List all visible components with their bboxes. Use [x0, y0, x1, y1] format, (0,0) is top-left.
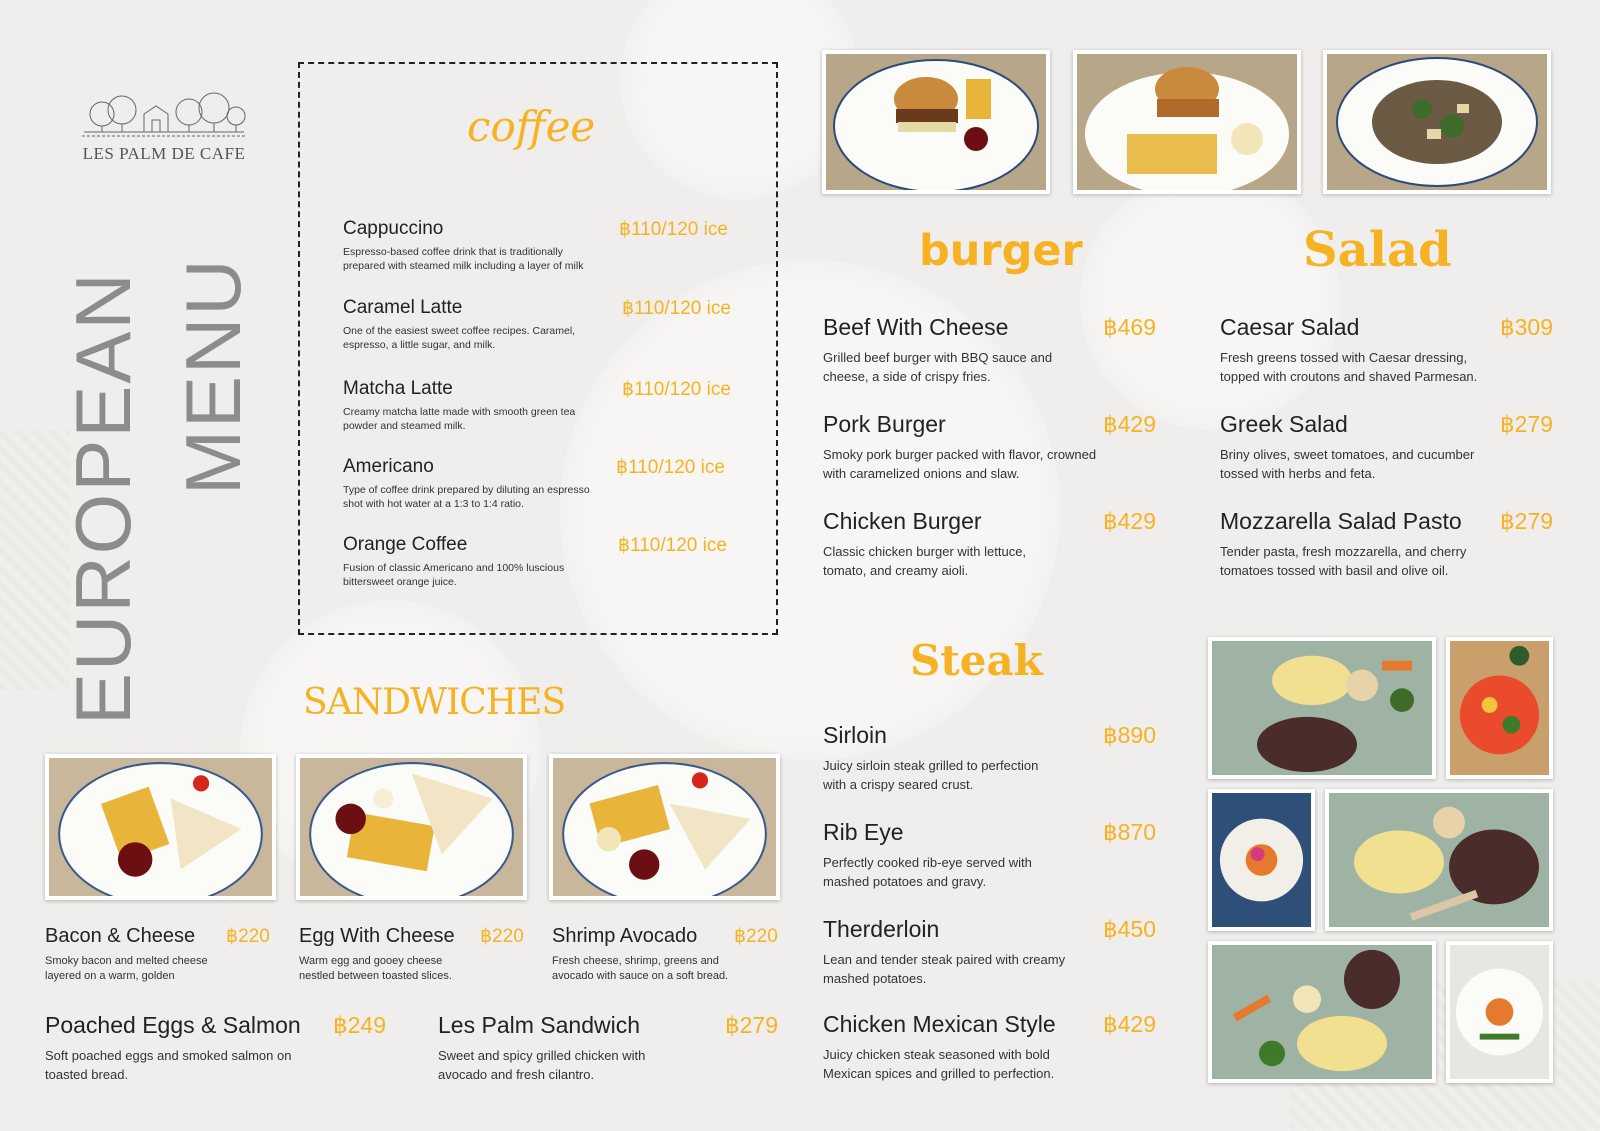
item-name: Poached Eggs & Salmon — [45, 1012, 301, 1038]
item-price: ฿110/120 ice — [619, 219, 728, 240]
steak-item — [823, 916, 1158, 988]
coffee-heading: coffee — [467, 102, 596, 151]
steak-heading: Steak — [910, 636, 1043, 685]
background-plate — [1080, 170, 1340, 430]
item-name: Chicken Burger — [823, 508, 982, 534]
salad-item — [1220, 508, 1555, 580]
salad-item — [1220, 314, 1555, 386]
item-description: Fusion of classic Americano and 100% luscious bittersweet orange juice. — [343, 562, 565, 588]
item-name: Beef With Cheese — [823, 314, 1009, 340]
item-description: One of the easiest sweet coffee recipes. Caramel, espresso, a little sugar, and milk. — [343, 325, 576, 351]
item-price: ฿309 — [1500, 314, 1554, 340]
item-price: ฿110/120 ice — [622, 379, 731, 400]
item-description: Smoky pork burger packed with flavor, crowned with caramelized onions and slaw. — [823, 447, 1097, 481]
burger-photo — [822, 50, 1050, 194]
item-description: Classic chicken burger with lettuce, tomato, and creamy aioli. — [823, 544, 1027, 578]
sandwich-item — [438, 1012, 783, 1084]
item-price: ฿110/120 ice — [622, 298, 731, 319]
coffee-item — [343, 534, 733, 589]
item-name: Bacon & Cheese — [45, 925, 196, 947]
item-name: Americano — [343, 456, 434, 477]
item-price: ฿870 — [1103, 819, 1157, 845]
salad-item — [1220, 411, 1555, 483]
item-name: Caramel Latte — [343, 297, 463, 318]
coffee-item — [343, 378, 733, 433]
item-price: ฿249 — [333, 1012, 387, 1038]
item-description: Sweet and spicy grilled chicken with avocado and fresh cilantro. — [438, 1048, 646, 1082]
item-name: Shrimp Avocado — [552, 925, 698, 947]
steak-item — [823, 1011, 1158, 1083]
item-description: Grilled beef burger with BBQ sauce and cheese, a side of crispy fries. — [823, 350, 1053, 384]
coffee-item — [343, 218, 733, 273]
burger-item — [823, 314, 1158, 386]
sandwich-item — [45, 925, 275, 984]
item-price: ฿429 — [1103, 1011, 1157, 1037]
item-description: Soft poached eggs and smoked salmon on toasted bread. — [45, 1048, 292, 1082]
item-description: Lean and tender steak paired with creamy mashed potatoes. — [823, 952, 1066, 986]
steak-photo — [1446, 637, 1553, 779]
salad-photo — [1323, 50, 1551, 194]
brand-name: LES PALM DE CAFE — [82, 144, 246, 163]
sandwiches-heading: SANDWICHES — [303, 682, 566, 723]
item-description: Warm egg and gooey cheese nestled between toasted slices. — [299, 955, 452, 982]
burger-item — [823, 411, 1158, 483]
item-price: ฿110/120 ice — [616, 457, 725, 478]
item-price: ฿110/120 ice — [618, 535, 727, 556]
sandwich-item — [45, 1012, 390, 1084]
item-name: Pork Burger — [823, 411, 946, 437]
item-price: ฿279 — [1500, 411, 1554, 437]
item-description: Espresso-based coffee drink that is traditionally prepared with steamed milk including a layer of milk — [343, 246, 584, 272]
item-price: ฿429 — [1103, 508, 1157, 534]
item-name: Mozzarella Salad Pasto — [1220, 508, 1462, 534]
item-name: Rib Eye — [823, 819, 904, 845]
item-price: ฿220 — [734, 926, 778, 947]
item-price: ฿279 — [1500, 508, 1554, 534]
burger-photo — [1073, 50, 1301, 194]
coffee-item — [343, 297, 733, 352]
item-name: Les Palm Sandwich — [438, 1012, 640, 1038]
item-name: Matcha Latte — [343, 378, 453, 399]
steak-photo — [1446, 941, 1553, 1083]
burger-item — [823, 508, 1158, 580]
item-description: Type of coffee drink prepared by diluting an espresso shot with hot water at a 1:3 to 1:4 ratio. — [343, 484, 590, 510]
item-name: Greek Salad — [1220, 411, 1348, 437]
item-name: Orange Coffee — [343, 534, 468, 555]
steak-photo — [1325, 789, 1553, 931]
item-name: Caesar Salad — [1220, 314, 1360, 340]
sandwich-photo — [45, 754, 276, 900]
item-description: Perfectly cooked rib-eye served with mashed potatoes and gravy. — [823, 855, 1032, 889]
sandwich-photo — [296, 754, 527, 900]
steak-photo — [1208, 789, 1315, 931]
sandwich-photo — [549, 754, 780, 900]
page-title-line2: MENU — [169, 257, 257, 495]
item-description: Juicy chicken steak seasoned with bold Mexican spices and grilled to perfection. — [823, 1047, 1055, 1081]
item-price: ฿279 — [725, 1012, 779, 1038]
item-price: ฿220 — [480, 926, 524, 947]
item-price: ฿469 — [1103, 314, 1157, 340]
item-price: ฿220 — [226, 926, 270, 947]
sandwich-item — [552, 925, 782, 984]
item-name: Cappuccino — [343, 218, 444, 239]
steak-item — [823, 819, 1158, 891]
burger-heading: burger — [919, 226, 1083, 276]
steak-photo — [1208, 637, 1436, 779]
sandwich-item — [299, 925, 529, 984]
item-name: Therderloin — [823, 916, 940, 942]
steak-item — [823, 722, 1158, 794]
item-description: Creamy matcha latte made with smooth green tea powder and steamed milk. — [343, 406, 576, 432]
item-price: ฿429 — [1103, 411, 1157, 437]
item-price: ฿890 — [1103, 722, 1157, 748]
page-title-line1: EUROPEAN — [59, 271, 147, 725]
cafe-landscape-icon — [74, 92, 254, 142]
item-description: Smoky bacon and melted cheese layered on a warm, golden — [45, 955, 208, 982]
item-description: Briny olives, sweet tomatoes, and cucumber tossed with herbs and feta. — [1220, 447, 1475, 481]
salad-heading: Salad — [1303, 222, 1452, 278]
steak-photo — [1208, 941, 1436, 1083]
item-name: Egg With Cheese — [299, 925, 455, 947]
item-description: Fresh cheese, shrimp, greens and avocado with sauce on a soft bread. — [552, 955, 729, 982]
item-name: Chicken Mexican Style — [823, 1011, 1056, 1037]
coffee-item — [343, 456, 733, 511]
item-description: Tender pasta, fresh mozzarella, and cherry tomatoes tossed with basil and olive oil. — [1220, 544, 1467, 578]
item-description: Fresh greens tossed with Caesar dressing, topped with croutons and shaved Parmesan. — [1220, 350, 1478, 384]
brand-logo — [64, 92, 264, 164]
item-description: Juicy sirloin steak grilled to perfection with a crispy seared crust. — [823, 758, 1039, 792]
item-name: Sirloin — [823, 722, 887, 748]
item-price: ฿450 — [1103, 916, 1157, 942]
